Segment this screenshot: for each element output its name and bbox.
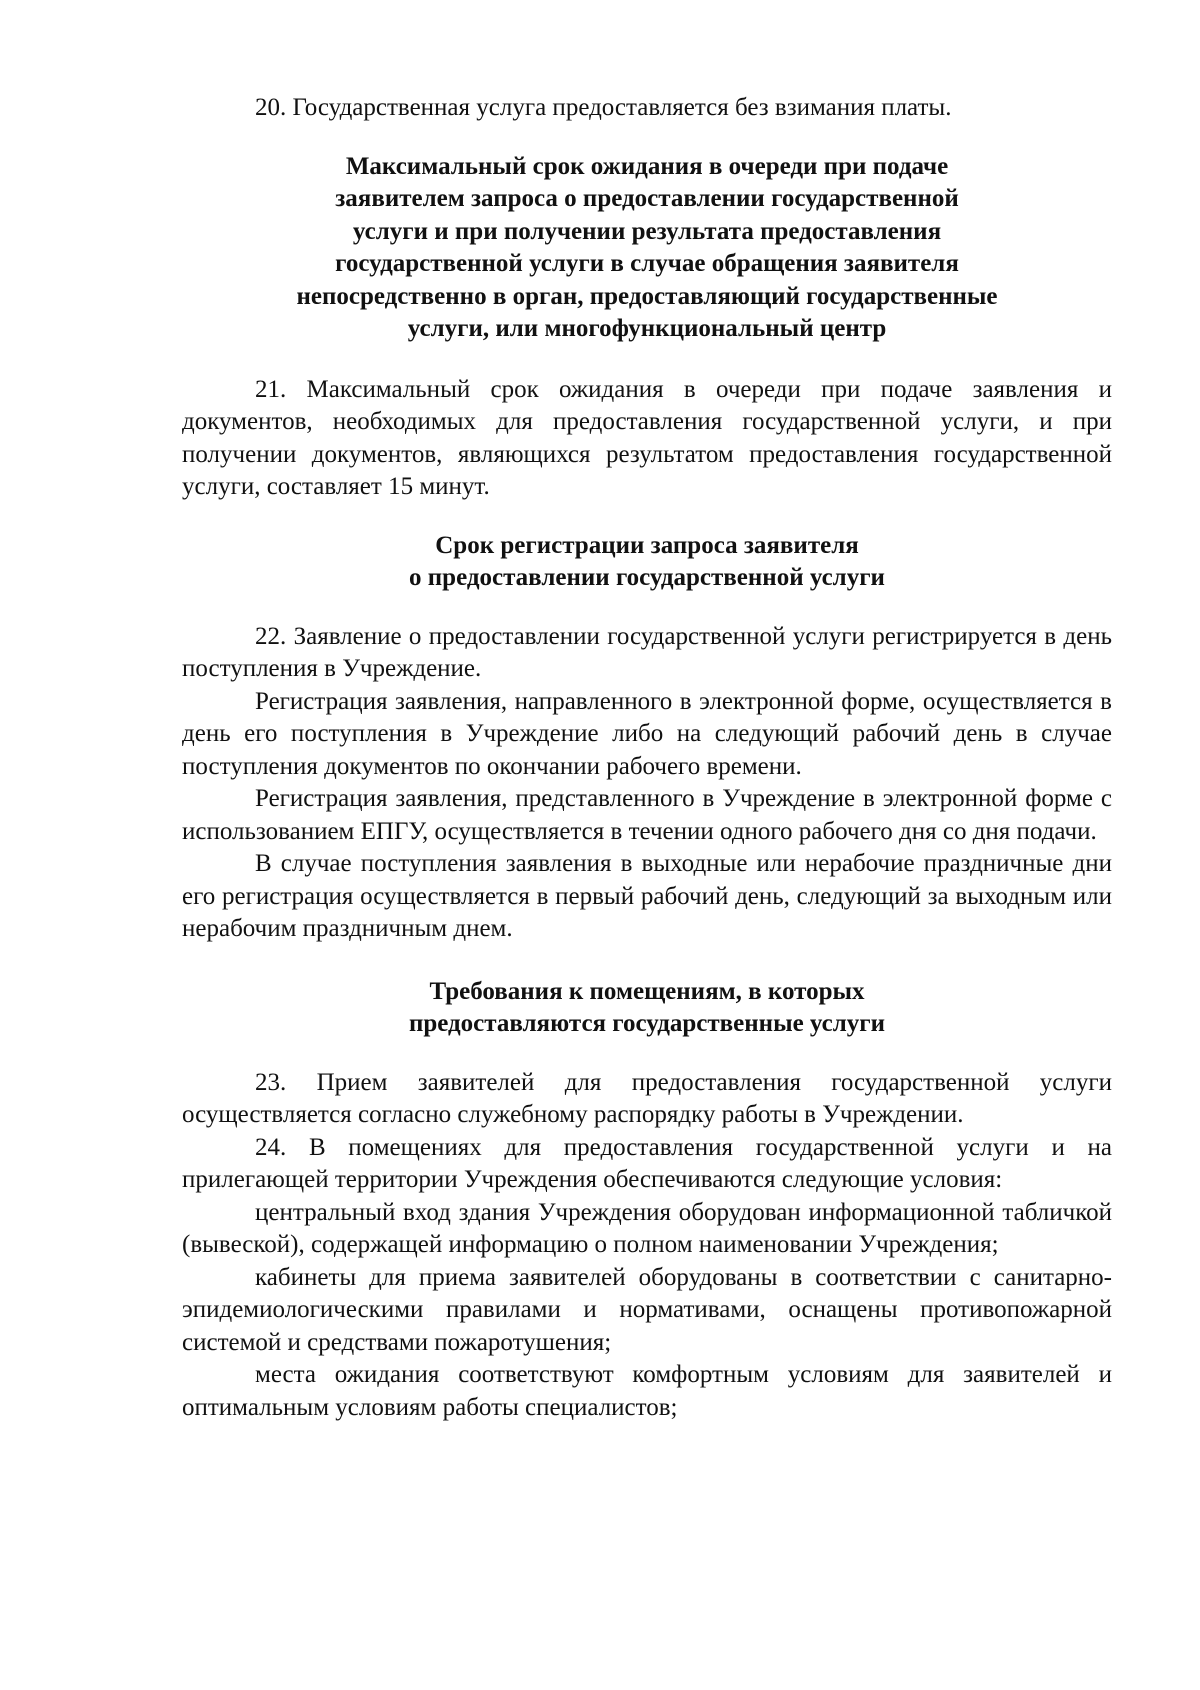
paragraph-22-epgu: Регистрация заявления, представленного в Учреждение в электронной форме с использованием ЕПГУ, осуществляется в течении одного рабочего дня со дня подачи. xyxy=(182,785,1112,845)
paragraph-22: 22. Заявление о предоставлении государственной услуги регистрируется в день поступления в Учреждение. xyxy=(182,622,1112,682)
paragraph-24-offices: кабинеты для приема заявителей оборудованы в соответствии с санитарно-эпидемиологическими правилами и нормативами, оснащены противопожарной системой и средствами пожаротушения; xyxy=(182,1263,1112,1356)
heading-line: предоставляются государственные услуги xyxy=(408,1010,886,1037)
heading-line: государственной услуги в случае обращения заявителя xyxy=(335,250,959,277)
paragraph-21: 21. Максимальный срок ожидания в очереди при подаче заявления и документов, необходимых для предоставления государственной услуги, и при получении документов, являющихся результатом предоставления государственной услуги, составляет 15 минут. xyxy=(182,375,1112,500)
heading-line: услуги, или многофункциональный центр xyxy=(407,315,887,342)
heading-waiting-time xyxy=(182,151,1112,346)
heading-premises xyxy=(182,976,1112,1041)
heading-line: Требования к помещениям, в которых xyxy=(429,977,865,1005)
heading-line: заявителем запроса о предоставлении государственной xyxy=(335,185,959,212)
paragraph-20: 20. Государственная услуга предоставляется без взимания платы. xyxy=(255,94,952,121)
heading-line: услуги и при получении результата предоставления xyxy=(352,217,942,245)
heading-line: о предоставлении государственной услуги xyxy=(409,564,885,591)
paragraph-24-waiting: места ожидания соответствуют комфортным условиям для заявителей и оптимальным условиям работы специалистов; xyxy=(182,1361,1112,1421)
heading-line: Срок регистрации запроса заявителя xyxy=(435,531,859,559)
heading-registration-term xyxy=(182,530,1112,595)
paragraph-24: 24. В помещениях для предоставления государственной услуги и на прилегающей территории Учреждения обеспечиваются следующие условия: xyxy=(182,1133,1112,1193)
paragraph-22-holidays: В случае поступления заявления в выходные или нерабочие праздничные дни его регистрация осуществляется в первый рабочий день, следующий за выходным или нерабочим праздничным днем. xyxy=(182,850,1112,942)
heading-line: непосредственно в орган, предоставляющий государственные xyxy=(296,282,998,310)
heading-line: Максимальный срок ожидания в очереди при подаче xyxy=(345,152,949,180)
paragraph-24-entrance: центральный вход здания Учреждения оборудован информационной табличкой (вывеской), содержащей информацию о полном наименовании Учреждения; xyxy=(182,1198,1112,1258)
paragraph-23: 23. Прием заявителей для предоставления государственной услуги осуществляется согласно служебному распорядку работы в Учреждении. xyxy=(182,1068,1112,1128)
document-page xyxy=(182,92,1112,1424)
paragraph-22-electronic: Регистрация заявления, направленного в электронной форме, осуществляется в день его поступления в Учреждение либо на следующий рабочий день в случае поступления документов по окончании рабочего времени. xyxy=(182,687,1112,780)
